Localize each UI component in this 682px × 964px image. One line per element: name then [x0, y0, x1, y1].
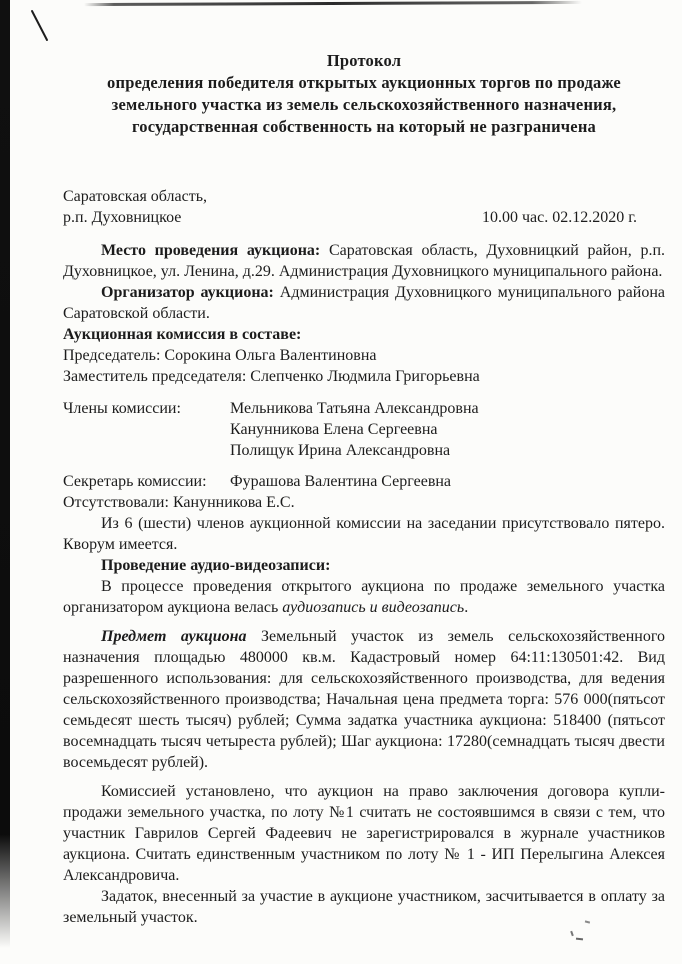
recording-paragraph	[63, 576, 665, 618]
recording-period: .	[464, 599, 469, 616]
region-line: Саратовская область,	[63, 188, 208, 205]
organizer-paragraph	[63, 282, 665, 324]
absent-line: Отсутствовали: Канунникова Е.С.	[63, 494, 295, 511]
ink-speck	[570, 931, 574, 936]
organizer-text: Администрация Духовницкого муниципального района Саратовской области.	[63, 284, 666, 322]
member-name: Канунникова Елена Сергеевна	[230, 421, 438, 438]
title-word-protokol: Протокол	[326, 51, 402, 70]
commission-heading: Аукционная комиссия в составе:	[63, 326, 302, 343]
member-name: Мельникова Татьяна Александровна	[230, 400, 479, 417]
decision-paragraph: Комиссией установлено, что аукцион на право заключения договора купли-продажи земельного участка, по лоту №1 считать не состоявшимся в связи с тем, что участник Гаврилов Сергей Фадеевич не зарегистрировался в журнале участников аукциона. Считать единственным участником по лоту № 1 - ИП Перелыгина Алексея Александровича.	[63, 783, 665, 884]
chairman-line: Председатель: Сорокина Ольга Валентиновна	[63, 347, 377, 364]
title-description: определения победителя открытых аукционных торгов по продаже земельного участка из земель сельскохозяйственного назначения, государственная собственность на который не разграничена	[107, 73, 621, 136]
subject-paragraph	[63, 626, 665, 773]
settlement-line: р.п. Духовницкое	[63, 209, 182, 226]
venue-text: Саратовская область, Духовницкий район, р.п. Духовницкое, ул. Ленина, д.29. Администрация Духовницкого муниципального района.	[63, 242, 666, 280]
pen-stroke-mark	[27, 7, 53, 45]
venue-label: Место проведения аукциона:	[101, 242, 321, 259]
deposit-paragraph: Задаток, внесенный за участие в аукционе участником, засчитывается в оплату за земельный участок.	[63, 888, 665, 926]
members-row	[63, 398, 665, 461]
subject-label: Предмет аукциона	[101, 628, 247, 645]
secretary-row	[63, 471, 665, 492]
document-content	[0, 50, 682, 928]
venue-paragraph	[63, 240, 665, 282]
members-list	[230, 398, 665, 461]
secretary-name: Фурашова Валентина Сергеевна	[230, 473, 452, 490]
datetime-text: 10.00 час. 02.12.2020 г.	[481, 209, 637, 226]
secretary-label: Секретарь комиссии:	[63, 473, 207, 490]
recording-heading: Проведение аудио-видеозаписи:	[101, 557, 331, 574]
recording-italic-terms: аудиозапись и видеозапись	[282, 599, 465, 616]
quorum-paragraph: Из 6 (шести) членов аукционной комиссии на заседании присутствовало пятеро. Кворум имеется.	[63, 515, 665, 553]
members-label: Члены комиссии:	[63, 400, 181, 417]
scan-top-edge-line	[84, 1, 582, 6]
organizer-label: Организатор аукциона:	[101, 284, 274, 301]
deputy-chairman-line: Заместитель председателя: Слепченко Людмила Григорьевна	[63, 368, 480, 385]
location-block	[63, 186, 207, 228]
subject-text: Земельный участок из земель сельскохозяйственного назначения площадью 480000 кв.м. Кадастровый номер 64:11:130501:42. Вид разрешенного использования: для сельскохозяйственного производства, для ведения сельскохозяйственного производства; Начальная цена предмета торга: 576 000(пятьсот семьдесят шесть тысяч) рублей; Сумма задатка участника аукциона: 518400 (пятьсот восемнадцать тысяч четыреста рублей); Шаг аукциона: 17280(семнадцать тысяч двести восемьдесят рублей).	[63, 628, 665, 771]
member-name: Полищук Ирина Александровна	[230, 442, 451, 459]
document-title	[63, 50, 665, 138]
place-date-block	[63, 186, 665, 228]
recording-text: В процессе проведения открытого аукциона по продаже земельного участка организатором аукциона велась	[63, 578, 665, 616]
ink-speck	[576, 938, 583, 941]
